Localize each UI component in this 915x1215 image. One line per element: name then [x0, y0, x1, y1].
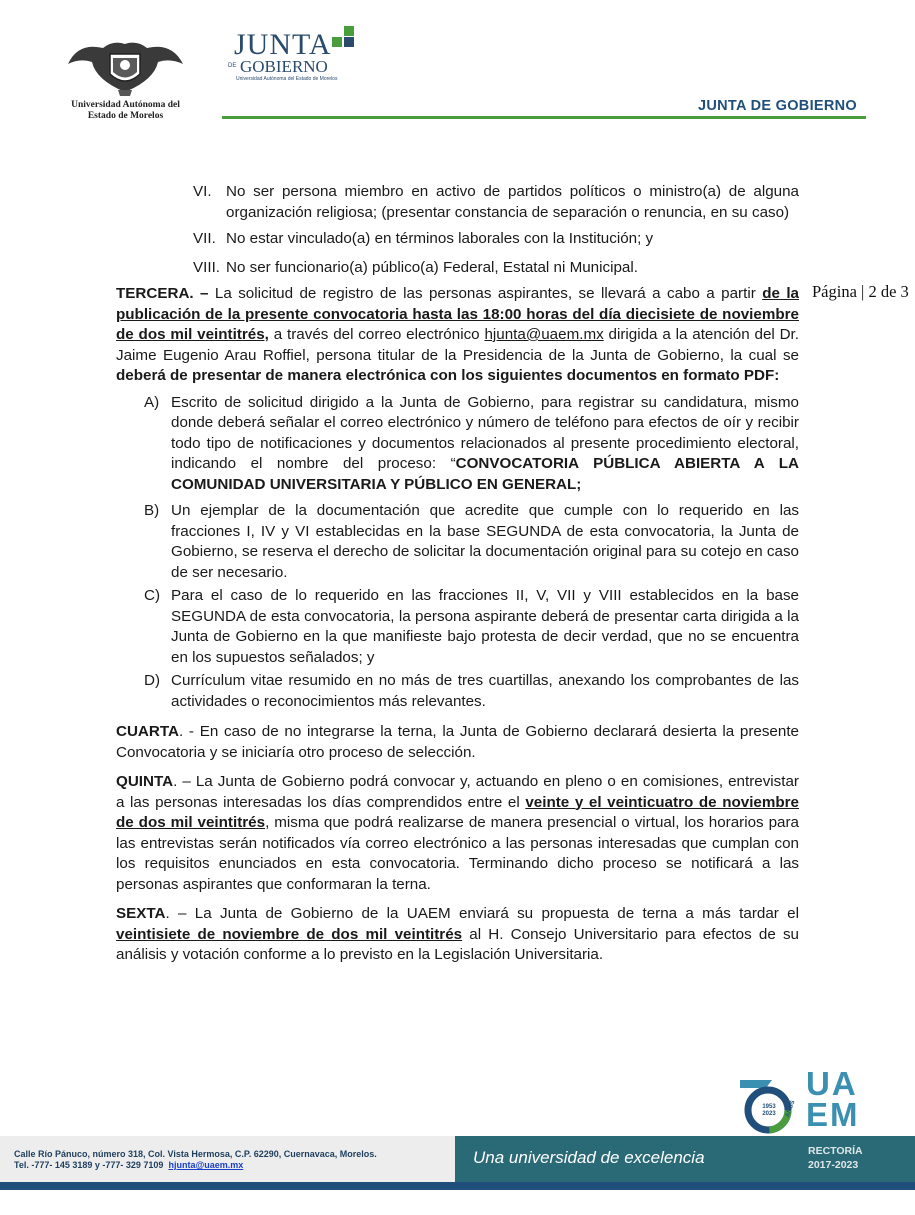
requirement-text: Para el caso de lo requerido en las fracciones II, V, VII y VIII establecidos en la base SEGUNDA de esta convocatoria, la persona aspirante deberá de presentar carta dirigida a la Junta de Gobierno en la que manifieste bajo protesta de decir verdad, que no se encuentra en los supuestos señalados; y	[171, 587, 799, 666]
requirement-b	[116, 501, 799, 583]
document-body	[116, 182, 799, 966]
footer-address	[14, 1149, 377, 1171]
requirement-label: B)	[144, 502, 160, 519]
clause-label: QUINTA	[116, 773, 174, 790]
requirement-c	[116, 586, 799, 668]
fraction-vii	[116, 229, 799, 250]
requirement-a	[116, 393, 799, 496]
junta-logo-caption: Universidad Autónoma del Estado de Morelos	[236, 76, 338, 82]
clause-quinta	[116, 772, 799, 895]
university-name: Universidad Autónoma del Estado de Morelos	[71, 100, 180, 121]
fraction-number: VI.	[193, 183, 212, 200]
fraction-number: VII.	[193, 230, 216, 247]
footer-email-link[interactable]: hjunta@uaem.mx	[168, 1160, 244, 1170]
badge-years: 1953 2023	[762, 1104, 776, 1117]
clause-label: CUARTA	[116, 723, 179, 740]
clause-text: . – La Junta de Gobierno podrá convocar y, actuando en pleno o en comisiones, entrevistar a las personas interesadas los días comprendidos entre el	[116, 773, 799, 811]
clause-text: al H. Consejo Universitario para efectos de su análisis y votación conforme a lo previsto en la Legislación Universitaria.	[116, 925, 799, 963]
requirement-text: Un ejemplar de la documentación que acredite que cumple con lo requerido en las fracciones I, IV y VI establecidas en la base SEGUNDA de esta convocatoria, la Junta de Gobierno, se reserva el derecho de solicitar la documentación original para su cotejo en caso de ser necesario.	[171, 502, 799, 581]
fraction-viii	[116, 258, 799, 279]
footer-rectoria	[808, 1144, 863, 1172]
deadline-text: de la publicación de la presente convocatoria hasta las 18:00 horas del día diecisiete de noviembre de dos mil veintitrés,	[116, 285, 799, 343]
junta-logo-word: JUNTA	[234, 28, 332, 61]
requirement-text: Escrito de solicitud dirigido a la Junta de Gobierno, para registrar su candidatura, mismo donde deberá señalar el correo electrónico y número de teléfono para efectos de oír y recibir todo tipo de notificaciones y documentos relacionados al presente procedimiento electoral, indicando el nombre del proceso: “	[171, 393, 799, 472]
fraction-text: No ser funcionario(a) público(a) Federal, Estatal ni Municipal.	[226, 258, 638, 276]
uaem-letters-top: UA	[806, 1065, 858, 1102]
process-name: CONVOCATORIA PÚBLICA ABIERTA A LA COMUNIDAD UNIVERSITARIA Y PÚBLICO EN GENERAL;	[171, 455, 799, 493]
page-number: Página | 2 de 3	[812, 282, 909, 301]
email-link[interactable]: hjunta@uaem.mx	[484, 326, 604, 343]
footer-contact-area	[0, 1136, 455, 1182]
fraction-vi	[116, 182, 799, 223]
footer-band	[0, 1136, 915, 1182]
clause-emphasis: deberá de presentar de manera electrónica con los siguientes documentos en formato PDF:	[116, 367, 780, 384]
footer-rectoria-period: 2017-2023	[808, 1159, 859, 1171]
clause-label: SEXTA	[116, 905, 166, 922]
footer-rectoria-label: RECTORÍA	[808, 1145, 863, 1157]
requirement-label: C)	[144, 587, 161, 604]
footer-phones: Tel. -777- 145 3189 y -777- 329 7109	[14, 1160, 164, 1170]
requirement-label: D)	[144, 672, 161, 689]
requirement-text: Currículum vitae resumido en no más de tres cuartillas, anexando los comprobantes de las actividades o reconocimientos más relevantes.	[171, 672, 799, 710]
junta-logo	[228, 26, 358, 84]
clause-tercera	[116, 284, 799, 387]
header-title: JUNTA DE GOBIERNO	[698, 98, 857, 114]
clause-text: , misma que podrá realizarse de manera presencial o virtual, los horarios para las entrevistas serán notificados vía correo electrónico a las personas interesadas que cumplan con los requisitos enunciados en esta convocatoria. Terminando dicho proceso se notificará a las personas aspirantes que conformaran la terna.	[116, 814, 799, 893]
university-seal-icon	[58, 34, 193, 98]
clause-text: dirigida a la atención del Dr. Jaime Eugenio Arau Roffiel, persona titular de la Presidencia de la Junta de Gobierno, la cual se	[116, 326, 799, 364]
clause-label: TERCERA. –	[116, 285, 209, 302]
clause-sexta	[116, 904, 799, 966]
badge-anos: AÑOS	[784, 1099, 797, 1119]
requirement-label: A)	[144, 393, 160, 411]
interview-dates: veinte y el veinticuatro de noviembre de dos mil veintitrés	[116, 793, 800, 831]
footer-address-line: Calle Río Pánuco, número 318, Col. Vista Hermosa, C.P. 62290, Cuernavaca, Morelos.	[14, 1149, 377, 1159]
clause-text: a través del correo electrónico	[268, 326, 485, 343]
clause-text: . - En caso de no integrarse la terna, la Junta de Gobierno declarará desierta la presente Convocatoria y se iniciaría otro proceso de selección.	[116, 723, 799, 761]
clause-text: . – La Junta de Gobierno de la UAEM enviará su propuesta de terna a más tardar el	[165, 905, 799, 922]
footer-slogan: Una universidad de excelencia	[473, 1148, 705, 1167]
fraction-number: VIII.	[193, 258, 221, 276]
footer-strip	[0, 1182, 915, 1190]
fraction-text: No estar vinculado(a) en términos laborales con la Institución; y	[226, 230, 654, 247]
terna-date: veintisiete de noviembre de dos mil veintitrés	[116, 925, 463, 943]
fraction-text: No ser persona miembro en activo de partidos políticos o ministro(a) de alguna organización religiosa; (presentar constancia de separación o renuncia, en su caso)	[226, 183, 799, 221]
clause-text: La solicitud de registro de las personas aspirantes, se llevará a cabo a partir	[208, 285, 763, 302]
junta-logo-de: DE	[228, 63, 237, 69]
junta-logo-subword: GOBIERNO	[240, 57, 328, 76]
requirement-d	[116, 671, 799, 712]
clause-cuarta	[116, 722, 799, 763]
uaem-letters-bottom: EM	[806, 1096, 860, 1133]
junta-squares-icon	[332, 26, 354, 48]
university-logo	[58, 34, 193, 124]
uaem-anniversary-badge	[732, 1066, 872, 1136]
header-divider	[222, 116, 866, 119]
